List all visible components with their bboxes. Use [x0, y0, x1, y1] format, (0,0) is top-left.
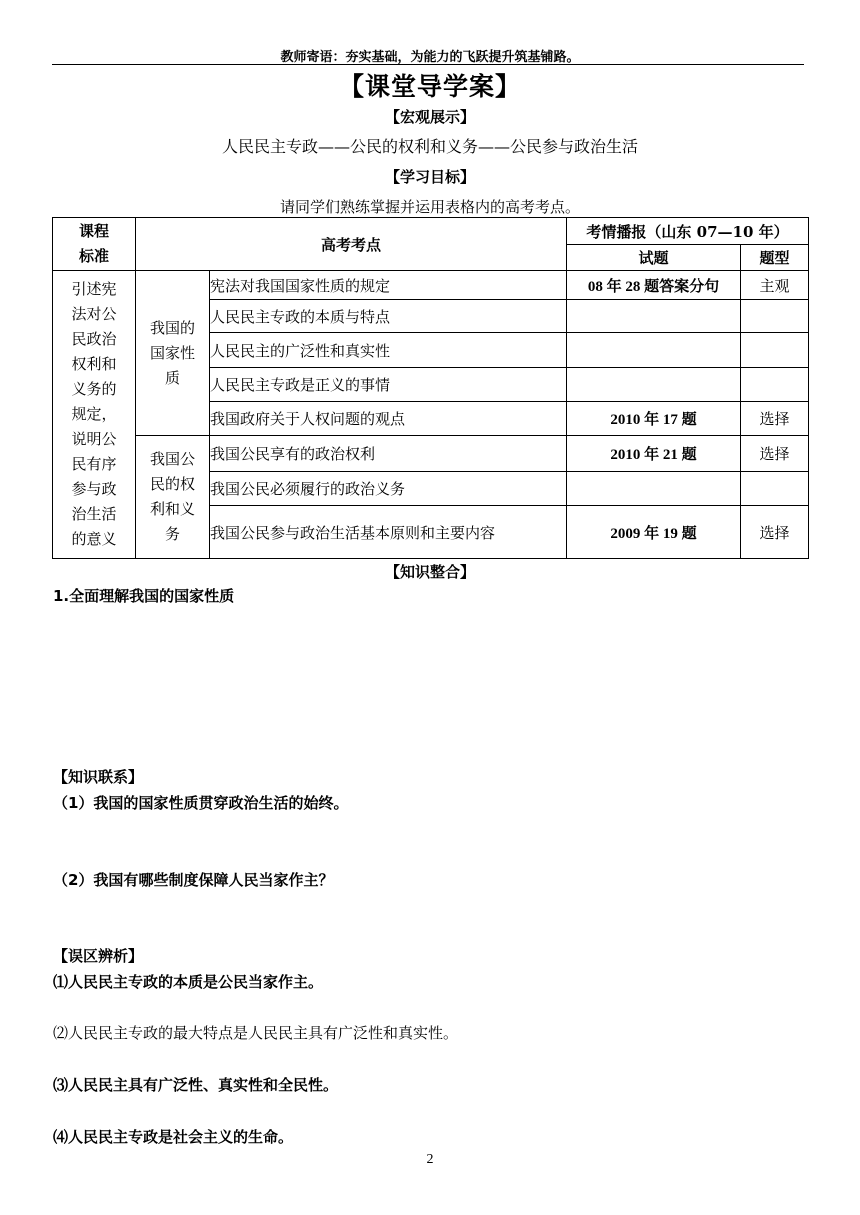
goals-intro: 请同学们熟练掌握并运用表格内的高考考点。 — [279, 198, 580, 216]
exam-point: 我国公民参与政治生活基本原则和主要内容 — [210, 506, 567, 559]
links-question-1: （1）我国的国家性质贯穿政治生活的始终。 — [53, 794, 349, 812]
header-exam-question: 试题 — [567, 245, 741, 271]
exam-point: 我国政府关于人权问题的观点 — [210, 402, 567, 436]
exam-question: 08 年 28 题答案分句 — [567, 271, 741, 300]
exam-type — [741, 472, 809, 506]
exam-type — [741, 368, 809, 402]
integration-heading: 【知识整合】 — [384, 563, 475, 581]
misconception-item: ⑴人民民主专政的本质是公民当家作主。 — [53, 973, 324, 991]
exam-points-table — [52, 217, 809, 559]
page-number: 2 — [426, 1152, 434, 1167]
exam-point: 人民民主专政是正义的事情 — [210, 368, 567, 402]
exam-point: 我国公民必须履行的政治义务 — [210, 472, 567, 506]
header-points: 高考考点 — [136, 218, 567, 271]
header-divider — [52, 64, 804, 65]
page-title: 【课堂导学案】 — [338, 72, 521, 101]
macro-heading: 【宏观展示】 — [384, 108, 475, 126]
exam-question — [567, 333, 741, 368]
exam-question: 2009 年 19 题 — [567, 506, 741, 559]
header-exam-info: 考情播报（山东 07—10 年） — [567, 218, 809, 245]
exam-question — [567, 300, 741, 333]
header-exam-type: 题型 — [741, 245, 809, 271]
exam-type — [741, 300, 809, 333]
macro-flow: 人民民主专政——公民的权利和义务——公民参与政治生活 — [221, 137, 638, 156]
exam-point: 人民民主专政的本质与特点 — [210, 300, 567, 333]
header-standard: 课程 标准 — [53, 218, 136, 271]
exam-type: 主观 — [741, 271, 809, 300]
exam-question — [567, 472, 741, 506]
misconceptions-heading: 【误区辨析】 — [53, 947, 144, 965]
misconception-item: ⑷人民民主专政是社会主义的生命。 — [53, 1128, 294, 1146]
table-row — [53, 436, 809, 472]
exam-point: 人民民主的广泛性和真实性 — [210, 333, 567, 368]
exam-point: 宪法对我国国家性质的规定 — [210, 271, 567, 300]
exam-question: 2010 年 21 题 — [567, 436, 741, 472]
goals-heading: 【学习目标】 — [384, 168, 475, 186]
exam-type: 选择 — [741, 436, 809, 472]
group-label-citizen-rights: 我国公 民的权 利和义 务 — [136, 436, 210, 559]
exam-type: 选择 — [741, 506, 809, 559]
misconception-item: ⑵人民民主专政的最大特点是人民民主具有广泛性和真实性。 — [53, 1024, 459, 1042]
exam-question: 2010 年 17 题 — [567, 402, 741, 436]
course-standard-cell: 引述宪 法对公 民政治 权利和 义务的 规定， 说明公 民有序 参与政 治生活 的意义 — [53, 271, 136, 559]
exam-point: 我国公民享有的政治权利 — [210, 436, 567, 472]
links-question-2: （2）我国有哪些制度保障人民当家作主？ — [53, 871, 334, 889]
exam-type — [741, 333, 809, 368]
teacher-motto: 教师寄语：夯实基础，为能力的飞跃提升筑基铺路。 — [280, 50, 580, 65]
group-label-state-nature: 我国的 国家性 质 — [136, 271, 210, 436]
misconception-item: ⑶人民民主具有广泛性、真实性和全民性。 — [53, 1076, 339, 1094]
exam-question — [567, 368, 741, 402]
integration-item-1: 1.全面理解我国的国家性质 — [53, 587, 235, 605]
table-row — [53, 271, 809, 300]
exam-type: 选择 — [741, 402, 809, 436]
links-heading: 【知识联系】 — [53, 768, 144, 786]
